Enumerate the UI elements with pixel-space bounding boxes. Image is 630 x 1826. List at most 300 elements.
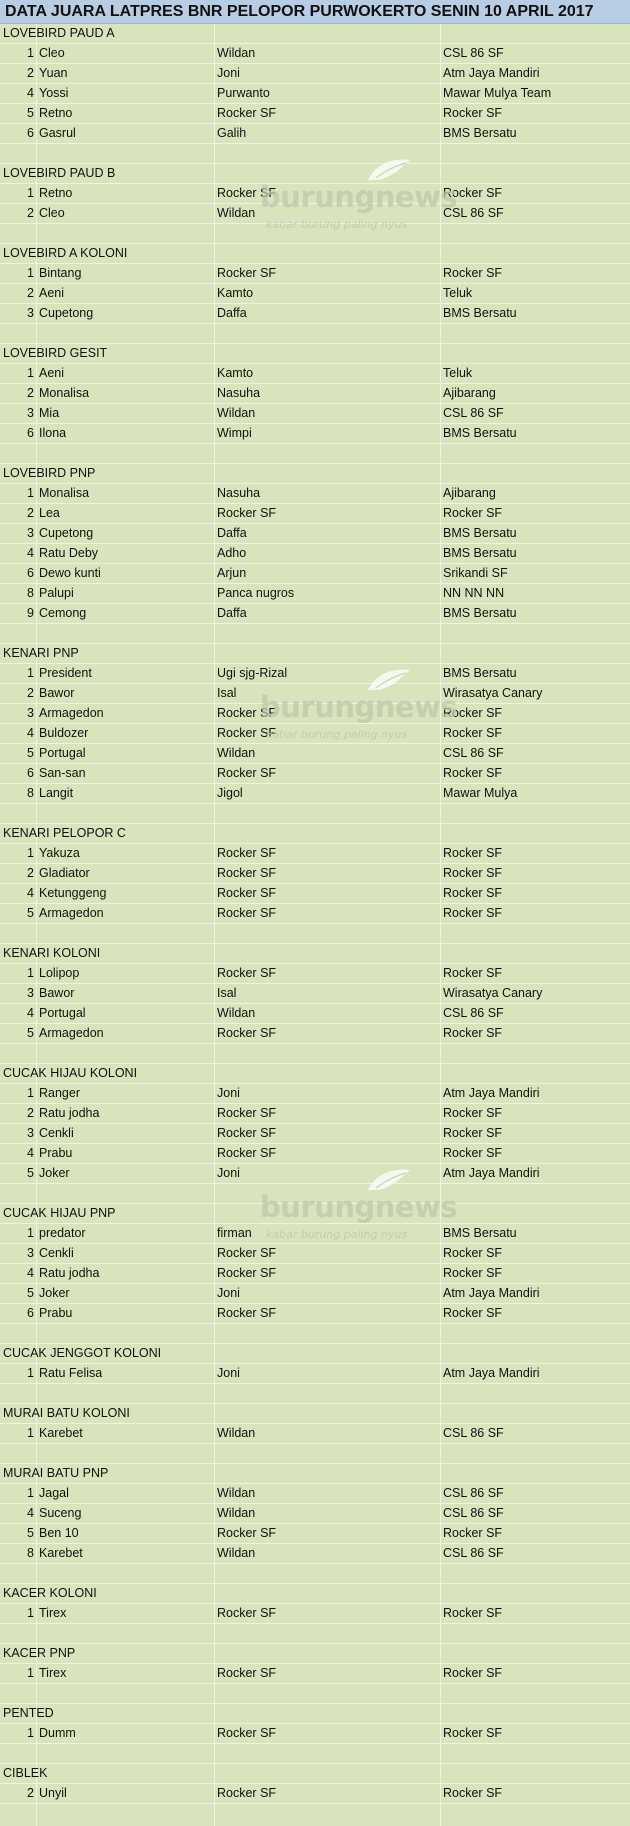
team-cell: BMS Bersatu (443, 546, 517, 560)
category-header-row (0, 1204, 630, 1224)
owner-cell: Joni (217, 1166, 240, 1180)
bird-name-cell: Yuan (39, 66, 68, 80)
rank-cell: 4 (27, 886, 34, 900)
owner-cell: Rocker SF (217, 1126, 277, 1140)
rank-cell: 5 (27, 746, 34, 760)
bird-name-cell: Ben 10 (39, 1526, 79, 1540)
team-cell: CSL 86 SF (443, 1006, 504, 1020)
team-cell: Rocker SF (443, 1266, 503, 1280)
bird-name-cell: Monalisa (39, 486, 90, 500)
owner-cell: Rocker SF (217, 106, 277, 120)
bird-name-cell: predator (39, 1226, 86, 1240)
bird-name-cell: San-san (39, 766, 86, 780)
owner-cell: Rocker SF (217, 1246, 277, 1260)
owner-cell: Ugi sjg-Rizal (217, 666, 288, 680)
bird-name-cell: Unyil (39, 1786, 67, 1800)
team-cell: BMS Bersatu (443, 126, 517, 140)
team-cell: CSL 86 SF (443, 406, 504, 420)
category-header-row (0, 1404, 630, 1424)
blank-row (0, 1684, 630, 1704)
category-header-row (0, 464, 630, 484)
owner-cell: Wildan (217, 1506, 256, 1520)
rank-cell: 3 (27, 1126, 34, 1140)
result-row (0, 1024, 630, 1044)
blank-row (0, 1624, 630, 1644)
result-row (0, 424, 630, 444)
bird-name-cell: Aeni (39, 366, 65, 380)
bird-name-cell: Gasrul (39, 126, 76, 140)
team-cell: BMS Bersatu (443, 606, 517, 620)
bird-name-cell: Tirex (39, 1666, 67, 1680)
owner-cell: Joni (217, 1366, 240, 1380)
bird-name-cell: Portugal (39, 746, 86, 760)
team-cell: Rocker SF (443, 106, 503, 120)
team-cell: Atm Jaya Mandiri (443, 1366, 540, 1380)
category-header-row (0, 644, 630, 664)
team-cell: CSL 86 SF (443, 1426, 504, 1440)
rank-cell: 4 (27, 1266, 34, 1280)
owner-cell: Rocker SF (217, 1026, 277, 1040)
team-cell: BMS Bersatu (443, 426, 517, 440)
result-row (0, 884, 630, 904)
result-row (0, 484, 630, 504)
result-row (0, 744, 630, 764)
bird-name-cell: Ilona (39, 426, 67, 440)
rank-cell: 1 (27, 1426, 34, 1440)
owner-cell: Adho (217, 546, 247, 560)
category-header-row (0, 1584, 630, 1604)
result-row (0, 1524, 630, 1544)
rank-cell: 9 (27, 606, 34, 620)
category-title: MURAI BATU KOLONI (3, 1406, 130, 1420)
category-header-row (0, 24, 630, 44)
rank-cell: 2 (27, 386, 34, 400)
owner-cell: Rocker SF (217, 1786, 277, 1800)
rank-cell: 3 (27, 306, 34, 320)
result-row (0, 844, 630, 864)
owner-cell: Arjun (217, 566, 247, 580)
category-header-row (0, 164, 630, 184)
team-cell: Rocker SF (443, 1146, 503, 1160)
owner-cell: Panca nugros (217, 586, 295, 600)
team-cell: Teluk (443, 286, 473, 300)
result-row (0, 1104, 630, 1124)
team-cell: Rocker SF (443, 1026, 503, 1040)
rank-cell: 5 (27, 106, 34, 120)
rank-cell: 5 (27, 1166, 34, 1180)
result-row (0, 1144, 630, 1164)
bird-name-cell: Armagedon (39, 1026, 104, 1040)
result-row (0, 1304, 630, 1324)
result-row (0, 524, 630, 544)
owner-cell: Kamto (217, 286, 254, 300)
team-cell: Rocker SF (443, 966, 503, 980)
bird-name-cell: Jagal (39, 1486, 69, 1500)
category-title: LOVEBIRD A KOLONI (3, 246, 128, 260)
result-row (0, 284, 630, 304)
bird-name-cell: Retno (39, 186, 73, 200)
team-cell: CSL 86 SF (443, 1506, 504, 1520)
bird-name-cell: Ketunggeng (39, 886, 107, 900)
bird-name-cell: Gladiator (39, 866, 90, 880)
category-title: PENTED (3, 1706, 54, 1720)
watermark-tagline: kabar burung paling nyus (266, 218, 408, 231)
result-row (0, 544, 630, 564)
owner-cell: Rocker SF (217, 1266, 277, 1280)
owner-cell: Rocker SF (217, 506, 277, 520)
blank-row (0, 1384, 630, 1404)
blank-row (0, 1444, 630, 1464)
rank-cell: 6 (27, 1306, 34, 1320)
owner-cell: Rocker SF (217, 1146, 277, 1160)
result-row (0, 264, 630, 284)
result-row (0, 1604, 630, 1624)
blank-row (0, 804, 630, 824)
result-row (0, 784, 630, 804)
category-header-row (0, 1344, 630, 1364)
result-row (0, 1484, 630, 1504)
owner-cell: Wildan (217, 1546, 256, 1560)
owner-cell: Wildan (217, 746, 256, 760)
watermark-tagline: kabar burung paling nyus (266, 1228, 408, 1241)
bird-name-cell: Cleo (39, 46, 65, 60)
owner-cell: Rocker SF (217, 1306, 277, 1320)
category-title: KENARI KOLONI (3, 946, 101, 960)
blank-row (0, 624, 630, 644)
owner-cell: Daffa (217, 526, 247, 540)
category-title: CUCAK HIJAU KOLONI (3, 1066, 138, 1080)
owner-cell: Rocker SF (217, 1526, 277, 1540)
team-cell: Mawar Mulya Team (443, 86, 552, 100)
blank-row (0, 1744, 630, 1764)
category-title: LOVEBIRD PNP (3, 466, 96, 480)
team-cell: Atm Jaya Mandiri (443, 1166, 540, 1180)
rank-cell: 1 (27, 1666, 34, 1680)
owner-cell: Wildan (217, 406, 256, 420)
result-row (0, 764, 630, 784)
watermark-brand: burungnews (260, 1190, 458, 1224)
team-cell: Rocker SF (443, 1526, 503, 1540)
owner-cell: Joni (217, 1286, 240, 1300)
bird-name-cell: Ratu Deby (39, 546, 99, 560)
blank-row (0, 1184, 630, 1204)
rank-cell: 1 (27, 486, 34, 500)
owner-cell: Rocker SF (217, 1726, 277, 1740)
owner-cell: Joni (217, 1086, 240, 1100)
category-title: KENARI PELOPOR C (3, 826, 126, 840)
team-cell: Atm Jaya Mandiri (443, 66, 540, 80)
blank-row (0, 924, 630, 944)
team-cell: BMS Bersatu (443, 526, 517, 540)
rank-cell: 2 (27, 686, 34, 700)
owner-cell: Nasuha (217, 486, 261, 500)
result-row (0, 364, 630, 384)
rank-cell: 3 (27, 706, 34, 720)
team-cell: Rocker SF (443, 1666, 503, 1680)
bird-name-cell: Cupetong (39, 306, 94, 320)
result-row (0, 1364, 630, 1384)
result-row (0, 904, 630, 924)
result-row (0, 604, 630, 624)
team-cell: Rocker SF (443, 1786, 503, 1800)
result-row (0, 1224, 630, 1244)
result-row (0, 724, 630, 744)
owner-cell: Rocker SF (217, 966, 277, 980)
owner-cell: Wildan (217, 1426, 256, 1440)
rank-cell: 3 (27, 1246, 34, 1260)
result-row (0, 1164, 630, 1184)
rank-cell: 3 (27, 526, 34, 540)
result-row (0, 564, 630, 584)
rank-cell: 1 (27, 186, 34, 200)
team-cell: Wirasatya Canary (443, 686, 543, 700)
bird-name-cell: Joker (39, 1166, 70, 1180)
rank-cell: 6 (27, 766, 34, 780)
rank-cell: 1 (27, 1226, 34, 1240)
rank-cell: 5 (27, 906, 34, 920)
result-row (0, 1264, 630, 1284)
rank-cell: 6 (27, 426, 34, 440)
bird-name-cell: Cemong (39, 606, 87, 620)
team-cell: Mawar Mulya (443, 786, 518, 800)
team-cell: CSL 86 SF (443, 1486, 504, 1500)
team-cell: BMS Bersatu (443, 306, 517, 320)
result-row (0, 1544, 630, 1564)
team-cell: Rocker SF (443, 1306, 503, 1320)
rank-cell: 2 (27, 206, 34, 220)
rank-cell: 1 (27, 46, 34, 60)
category-title: CUCAK HIJAU PNP (3, 1206, 116, 1220)
bird-name-cell: Yakuza (39, 846, 80, 860)
category-title: LOVEBIRD GESIT (3, 346, 108, 360)
category-title: MURAI BATU PNP (3, 1466, 109, 1480)
owner-cell: Galih (217, 126, 247, 140)
category-header-row (0, 1464, 630, 1484)
owner-cell: Rocker SF (217, 1666, 277, 1680)
owner-cell: Wildan (217, 1486, 256, 1500)
bird-name-cell: Cupetong (39, 526, 94, 540)
result-row (0, 504, 630, 524)
bird-name-cell: Yossi (39, 86, 69, 100)
rank-cell: 2 (27, 1106, 34, 1120)
rank-cell: 2 (27, 66, 34, 80)
team-cell: Ajibarang (443, 386, 496, 400)
rank-cell: 6 (27, 126, 34, 140)
result-row (0, 404, 630, 424)
bird-name-cell: Dewo kunti (39, 566, 101, 580)
category-header-row (0, 824, 630, 844)
owner-cell: Wildan (217, 1006, 256, 1020)
category-header-row (0, 1704, 630, 1724)
team-cell: Rocker SF (443, 906, 503, 920)
result-row (0, 1664, 630, 1684)
bird-name-cell: Cenkli (39, 1246, 74, 1260)
result-row (0, 64, 630, 84)
rank-cell: 2 (27, 506, 34, 520)
bird-name-cell: President (39, 666, 92, 680)
blank-row (0, 1044, 630, 1064)
bird-name-cell: Cenkli (39, 1126, 74, 1140)
bird-name-cell: Mia (39, 406, 60, 420)
team-cell: Rocker SF (443, 766, 503, 780)
owner-cell: Rocker SF (217, 186, 277, 200)
team-cell: Rocker SF (443, 1106, 503, 1120)
result-row (0, 44, 630, 64)
rank-cell: 8 (27, 786, 34, 800)
owner-cell: Isal (217, 686, 237, 700)
owner-cell: Daffa (217, 606, 247, 620)
result-row (0, 1284, 630, 1304)
result-row (0, 1244, 630, 1264)
bird-name-cell: Dumm (39, 1726, 76, 1740)
result-row (0, 1504, 630, 1524)
rank-cell: 2 (27, 1786, 34, 1800)
rank-cell: 1 (27, 1486, 34, 1500)
blank-row (0, 324, 630, 344)
rank-cell: 1 (27, 666, 34, 680)
category-header-row (0, 344, 630, 364)
bird-name-cell: Armagedon (39, 906, 104, 920)
rank-cell: 1 (27, 366, 34, 380)
rank-cell: 1 (27, 1086, 34, 1100)
rank-cell: 1 (27, 266, 34, 280)
bird-name-cell: Ratu jodha (39, 1106, 100, 1120)
bird-name-cell: Portugal (39, 1006, 86, 1020)
rank-cell: 1 (27, 966, 34, 980)
result-row (0, 704, 630, 724)
result-row (0, 204, 630, 224)
result-row (0, 864, 630, 884)
owner-cell: Rocker SF (217, 886, 277, 900)
bird-name-cell: Aeni (39, 286, 65, 300)
owner-cell: Rocker SF (217, 1106, 277, 1120)
rank-cell: 1 (27, 846, 34, 860)
team-cell: NN NN NN (443, 586, 505, 600)
bird-name-cell: Armagedon (39, 706, 104, 720)
rank-cell: 5 (27, 1526, 34, 1540)
team-cell: Rocker SF (443, 706, 503, 720)
owner-cell: Isal (217, 986, 237, 1000)
owner-cell: firman (217, 1226, 252, 1240)
bird-name-cell: Ratu jodha (39, 1266, 100, 1280)
owner-cell: Wildan (217, 46, 256, 60)
bird-name-cell: Ratu Felisa (39, 1366, 103, 1380)
team-cell: Rocker SF (443, 1726, 503, 1740)
category-header-row (0, 1064, 630, 1084)
bird-name-cell: Karebet (39, 1546, 83, 1560)
bird-name-cell: Bawor (39, 986, 75, 1000)
owner-cell: Wildan (217, 206, 256, 220)
owner-cell: Rocker SF (217, 866, 277, 880)
bird-name-cell: Lolipop (39, 966, 80, 980)
team-cell: BMS Bersatu (443, 1226, 517, 1240)
team-cell: Atm Jaya Mandiri (443, 1086, 540, 1100)
blank-row (0, 1564, 630, 1584)
owner-cell: Daffa (217, 306, 247, 320)
owner-cell: Wimpi (217, 426, 252, 440)
result-row (0, 1004, 630, 1024)
bird-name-cell: Ranger (39, 1086, 80, 1100)
bird-name-cell: Suceng (39, 1506, 82, 1520)
team-cell: Rocker SF (443, 866, 503, 880)
team-cell: Teluk (443, 366, 473, 380)
owner-cell: Rocker SF (217, 846, 277, 860)
category-header-row (0, 244, 630, 264)
bird-name-cell: Langit (39, 786, 74, 800)
result-row (0, 664, 630, 684)
rank-cell: 1 (27, 1726, 34, 1740)
category-title: CUCAK JENGGOT KOLONI (3, 1346, 162, 1360)
rank-cell: 8 (27, 1546, 34, 1560)
blank-row (0, 224, 630, 244)
category-title: LOVEBIRD PAUD A (3, 26, 115, 40)
bird-name-cell: Joker (39, 1286, 70, 1300)
category-title: KACER KOLONI (3, 1586, 97, 1600)
rank-cell: 8 (27, 586, 34, 600)
rank-cell: 5 (27, 1026, 34, 1040)
result-row (0, 1084, 630, 1104)
result-row (0, 124, 630, 144)
team-cell: Rocker SF (443, 1126, 503, 1140)
result-row (0, 1784, 630, 1804)
rank-cell: 2 (27, 866, 34, 880)
rank-cell: 4 (27, 726, 34, 740)
blank-row (0, 444, 630, 464)
team-cell: Rocker SF (443, 1606, 503, 1620)
team-cell: Rocker SF (443, 186, 503, 200)
rank-cell: 5 (27, 1286, 34, 1300)
team-cell: BMS Bersatu (443, 666, 517, 680)
bird-name-cell: Palupi (39, 586, 74, 600)
bird-name-cell: Karebet (39, 1426, 83, 1440)
category-header-row (0, 944, 630, 964)
bird-name-cell: Monalisa (39, 386, 90, 400)
sheet-title: DATA JUARA LATPRES BNR PELOPOR PURWOKERTO SENIN 10 APRIL 2017 (0, 0, 630, 24)
owner-cell: Purwanto (217, 86, 270, 100)
team-cell: CSL 86 SF (443, 46, 504, 60)
result-row (0, 684, 630, 704)
category-header-row (0, 1644, 630, 1664)
rank-cell: 4 (27, 86, 34, 100)
team-cell: CSL 86 SF (443, 746, 504, 760)
result-row (0, 1124, 630, 1144)
owner-cell: Nasuha (217, 386, 261, 400)
team-cell: CSL 86 SF (443, 1546, 504, 1560)
watermark-brand: burungnews (260, 690, 458, 724)
category-title: CIBLEK (3, 1766, 48, 1780)
rank-cell: 6 (27, 566, 34, 580)
team-cell: Rocker SF (443, 266, 503, 280)
rank-cell: 4 (27, 546, 34, 560)
owner-cell: Joni (217, 66, 240, 80)
bird-name-cell: Bintang (39, 266, 82, 280)
owner-cell: Rocker SF (217, 726, 277, 740)
owner-cell: Kamto (217, 366, 254, 380)
bird-name-cell: Retno (39, 106, 73, 120)
team-cell: Rocker SF (443, 726, 503, 740)
rank-cell: 4 (27, 1506, 34, 1520)
result-row (0, 304, 630, 324)
result-row (0, 584, 630, 604)
team-cell: Rocker SF (443, 886, 503, 900)
result-row (0, 984, 630, 1004)
blank-row (0, 1324, 630, 1344)
team-cell: Atm Jaya Mandiri (443, 1286, 540, 1300)
team-cell: Srikandi SF (443, 566, 508, 580)
result-row (0, 964, 630, 984)
bird-name-cell: Prabu (39, 1306, 73, 1320)
bird-name-cell: Bawor (39, 686, 75, 700)
